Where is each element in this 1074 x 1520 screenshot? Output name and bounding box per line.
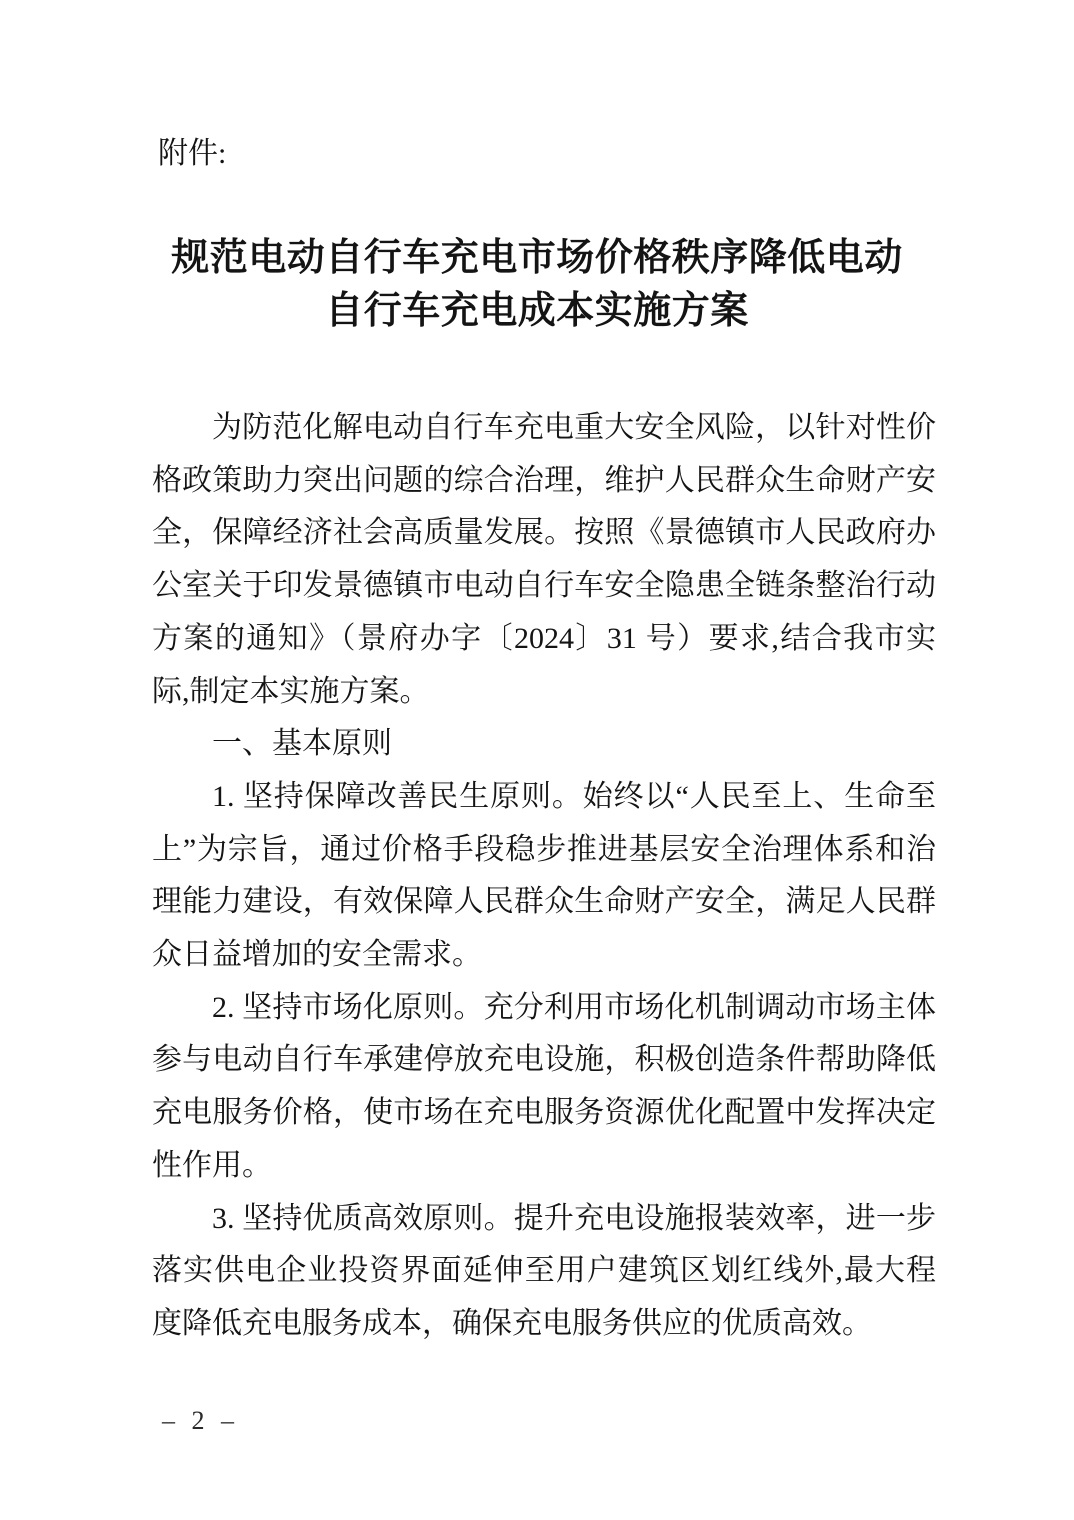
document-title-line-1: 规范电动自行车充电市场价格秩序降低电动 xyxy=(171,237,903,279)
paragraph-principle-2: 2. 坚持市场化原则。充分利用市场化机制调动市场主体参与电动自行车承建停放充电设施，积极创造条件帮助降低充电服务价格，使市场在充电服务资源优化配置中发挥决定性作用。 xyxy=(152,990,936,1182)
document-body xyxy=(152,402,936,1351)
paragraph-intro: 为防范化解电动自行车充电重大安全风险，以针对性价格政策助力突出问题的综合治理，维护人民群众生命财产安全，保障经济社会高质量发展。按照《景德镇市人民政府办公室关于印发景德镇市电动自行车安全隐患全链条整治行动方案的通知》（景府办字〔2024〕31 号）要求,结合我市实际,制定本实施方案。 xyxy=(152,411,936,708)
attachment-label: 附件: xyxy=(158,137,227,170)
document-title xyxy=(0,232,1074,338)
document-title-line-2: 自行车充电成本实施方案 xyxy=(325,290,749,332)
paragraph-principle-3: 3. 坚持优质高效原则。提升充电设施报装效率，进一步落实供电企业投资界面延伸至用户建筑区划红线外,最大程度降低充电服务成本，确保充电服务供应的优质高效。 xyxy=(152,1201,936,1340)
page-number: – 2 – xyxy=(162,1406,239,1435)
paragraph-principle-1: 1. 坚持保障改善民生原则。始终以“人民至上、生命至上”为宗旨，通过价格手段稳步推进基层安全治理体系和治理能力建设，有效保障人民群众生命财产安全，满足人民群众日益增加的安全需求。 xyxy=(152,779,936,972)
section-heading-basic-principles: 一、基本原则 xyxy=(212,727,392,761)
